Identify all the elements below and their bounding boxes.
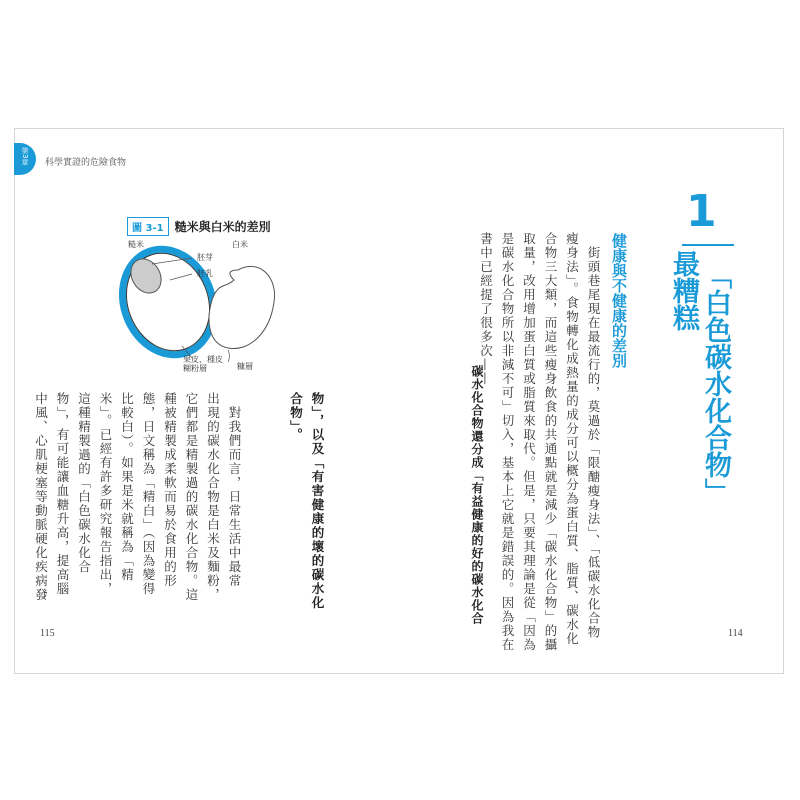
right-body-line: 街頭巷尾現在最流行的，莫過於「限醣瘦身法」、「低碳水化合物	[586, 232, 601, 640]
white-rice-label: 白米	[232, 240, 248, 249]
right-body-line: 是碳水化合物所以非減不可」切入，基本上它就是錯誤的。因為我在	[500, 232, 515, 652]
right-page-number: 114	[728, 628, 743, 639]
brown-rice-label: 糙米	[128, 240, 144, 249]
endosperm-label: 胚乳	[197, 269, 213, 278]
left-bold-line: 物」，以及「有害健康的壞的碳水化	[310, 392, 325, 610]
section-title-line1: 「白色碳水化合物」	[700, 262, 731, 505]
left-bold-line: 合物」。	[288, 392, 304, 442]
left-body-line: 物」，有可能讓血糖升高，提高腦	[55, 392, 70, 596]
right-body-line: 瘦身法」。食物轉化成熱量的成分可以概分為蛋白質、脂質、碳水化	[564, 232, 580, 646]
subheading: 健康與不健康的差別	[610, 233, 628, 368]
left-body-line: 米」。已經有許多研究報告指出，	[98, 392, 113, 596]
left-bold-lines	[285, 392, 328, 627]
left-body-line: 對我們而言，日常生活中最常	[227, 392, 242, 588]
right-body-text	[475, 232, 604, 652]
right-body-line: 取量，改用增加蛋白質或脂質來取代。但是，只要其理論是從「因為	[521, 232, 537, 652]
right-body-line: 合物三大類，而這些瘦身飲食的共通點就是減少「碳水化合物」的攝	[543, 232, 558, 652]
section-number: 1	[686, 186, 717, 237]
layers-label: 果皮、種皮 糊粉層	[183, 355, 223, 373]
left-body-line: 它們都是精製過的碳水化合物。這	[184, 392, 199, 602]
left-body-line: 態，日文稱為「精白」（因為變得	[141, 392, 156, 596]
left-body-line: 中風、心肌梗塞等動脈硬化疾病發	[33, 392, 49, 602]
white-rice-outline	[209, 266, 275, 348]
left-body-text	[30, 392, 245, 627]
section-rule	[682, 244, 734, 246]
left-body-line: 比較白）。如果是米就稱為「精	[119, 392, 135, 582]
germ-label: 胚芽	[197, 253, 213, 262]
bran-label: 糠層	[237, 362, 253, 371]
bran-brace	[228, 350, 230, 362]
figure-title: 糙米與白米的差別	[174, 219, 271, 234]
left-page-number: 115	[40, 628, 55, 639]
right-bold-continuation: 碳水化合物還分成「有益健康的好的碳水化合	[470, 365, 484, 625]
figure-number: 圖 3-1	[127, 217, 169, 236]
left-body-line: 這種精製過的「白色碳水化合	[76, 392, 92, 574]
left-body-line: 出現的碳水化合物是白米及麵粉，	[205, 392, 221, 602]
chapter-tab: 第3章	[14, 143, 36, 175]
right-body-line: 書中已經提了很多次——	[478, 232, 494, 386]
section-title-line2: 最糟糕	[668, 250, 699, 331]
running-header: 科學實證的危險食物	[45, 158, 127, 168]
figure-caption	[127, 217, 271, 235]
left-body-line: 種被精製成柔軟而易於食用的形	[162, 392, 178, 588]
